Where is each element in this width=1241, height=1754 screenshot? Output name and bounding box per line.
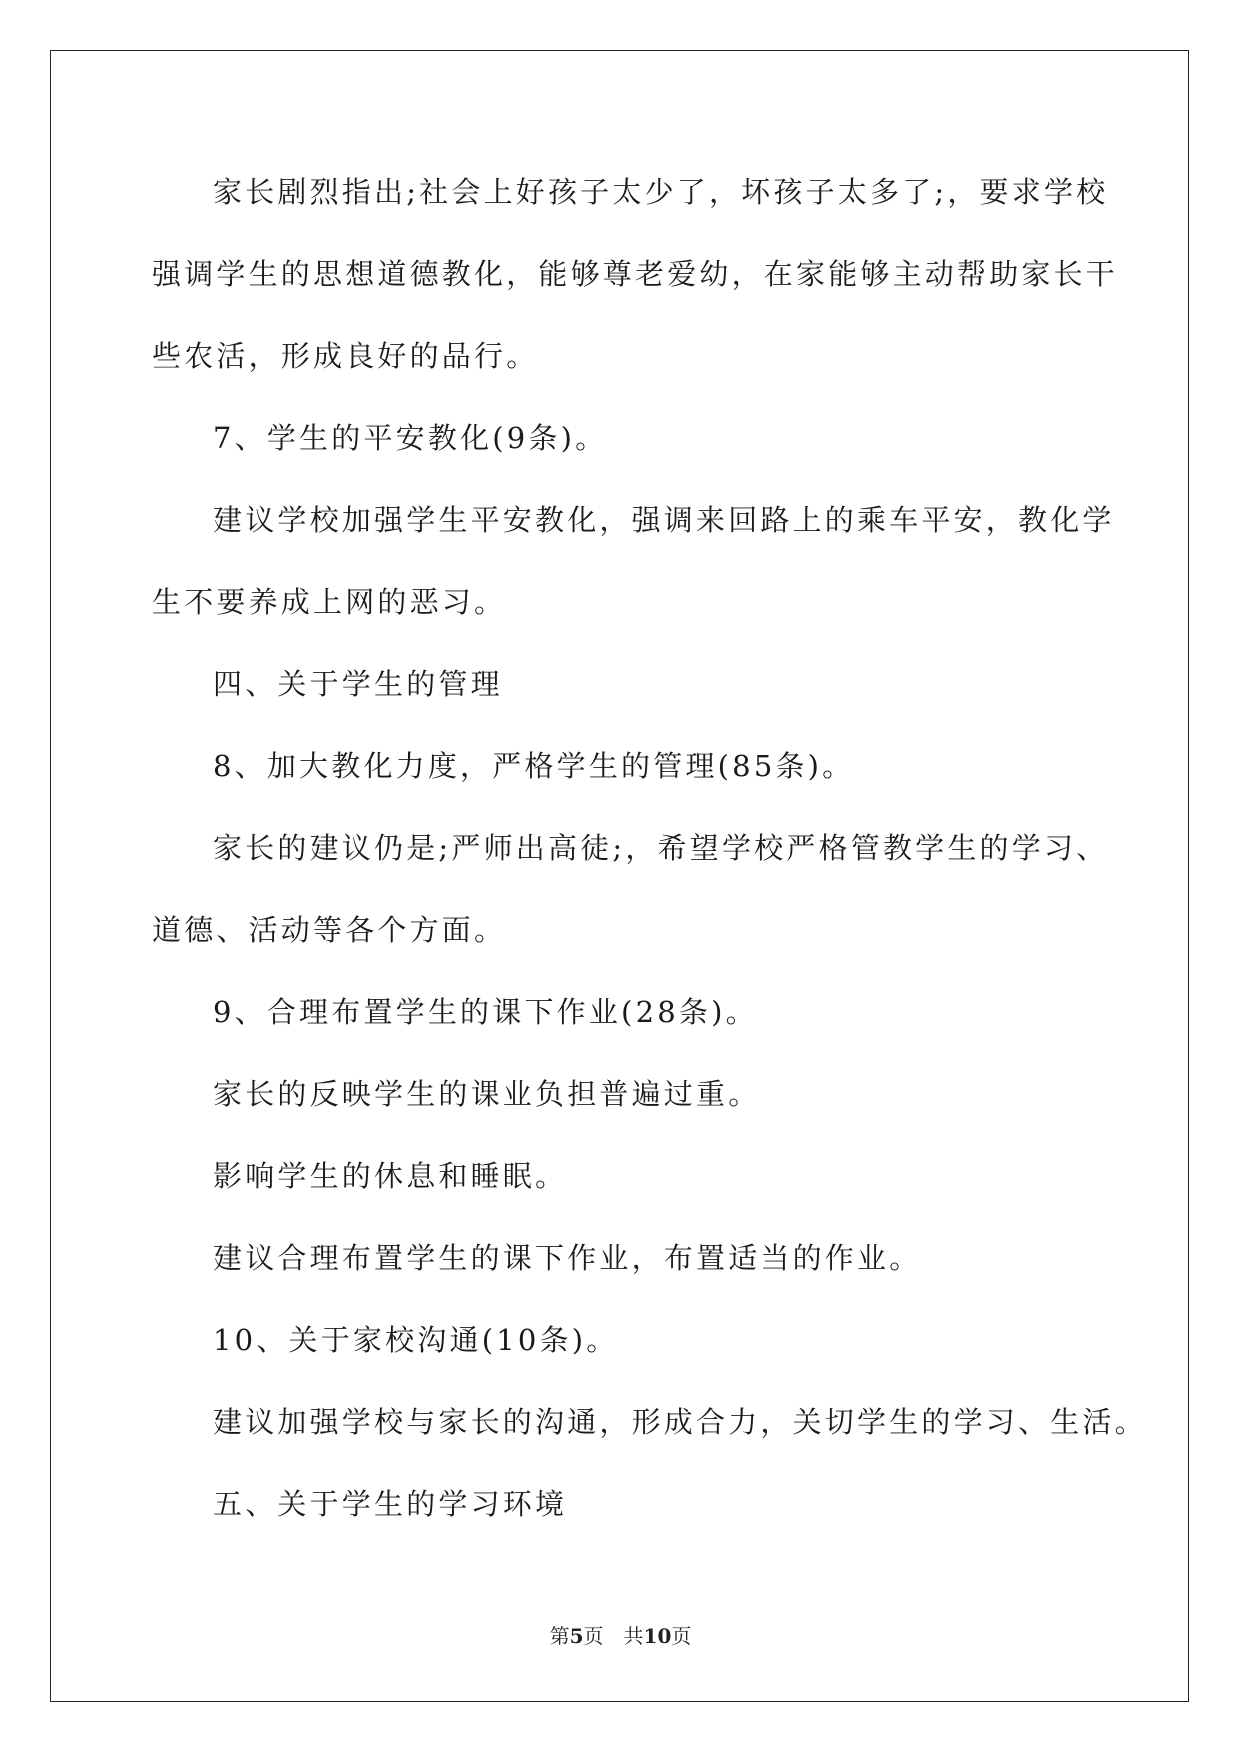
section-item-heading: 7、学生的平安教化(9条)。 [213,421,608,455]
paragraph-line: 影响学生的休息和睡眠。 [213,1159,568,1193]
paragraph-line: 强调学生的思想道德教化，能够尊老爱幼，在家能够主动帮助家长干 [152,257,1119,291]
paragraph-line: 建议合理布置学生的课下作业，布置适当的作业。 [213,1241,922,1275]
total-pages: 10 [643,1624,672,1648]
page-border [50,50,1189,1702]
section-heading: 五、关于学生的学习环境 [213,1487,568,1521]
paragraph-line: 家长的建议仍是;严师出高徒;，希望学校严格管教学生的学习、 [213,831,1109,865]
paragraph-line: 家长剧烈指出;社会上好孩子太少了，坏孩子太多了;，要求学校 [213,175,1109,209]
section-item-heading: 8、加大教化力度，严格学生的管理(85条)。 [213,749,855,783]
paragraph-line: 建议加强学校与家长的沟通，形成合力，关切学生的学习、生活。 [213,1405,1147,1439]
paragraph-line: 建议学校加强学生平安教化，强调来回路上的乘车平安，教化学 [213,503,1115,537]
total-suffix: 页 [671,1624,692,1648]
paragraph-line: 生不要养成上网的恶习。 [152,585,507,619]
section-heading: 四、关于学生的管理 [213,667,503,701]
paragraph-line: 些农活，形成良好的品行。 [152,339,539,373]
page-prefix: 第 [549,1624,570,1648]
total-prefix: 共 [623,1624,644,1648]
page-number: 5 [569,1624,584,1648]
paragraph-line: 家长的反映学生的课业负担普遍过重。 [213,1077,761,1111]
section-item-heading: 10、关于家校沟通(10条)。 [213,1323,619,1357]
section-item-heading: 9、合理布置学生的课下作业(28条)。 [213,995,758,1029]
page-footer [0,1623,1241,1649]
page-suffix: 页 [583,1624,604,1648]
paragraph-line: 道德、活动等各个方面。 [152,913,507,947]
